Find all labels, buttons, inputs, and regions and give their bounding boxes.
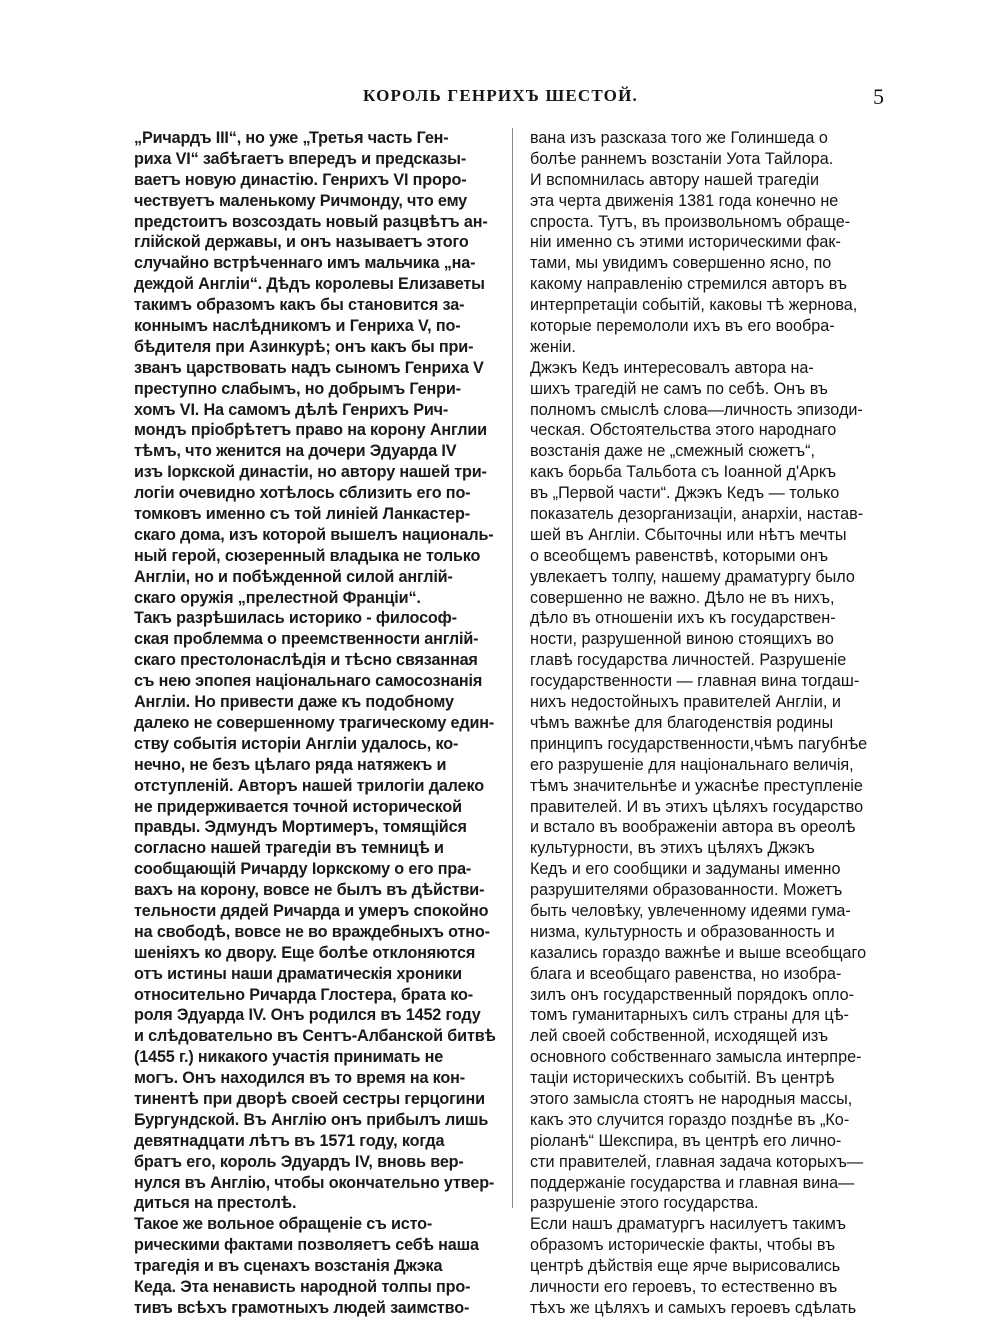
- text-line: мондъ пріобрѣтетъ право на корону Англии: [134, 421, 487, 440]
- text-line: диться на престолѣ.: [134, 1194, 297, 1213]
- text-line: этого замысла стоятъ не народныя массы,: [530, 1089, 853, 1108]
- text-line: поддержаніе государства и главная вина—: [530, 1173, 855, 1192]
- text-line: тинентѣ при дворѣ своей сестры герцогини: [134, 1089, 485, 1108]
- text-line: шей въ Англіи. Сбыточны или нѣтъ мечты: [530, 525, 847, 544]
- text-line: тѣмъ, что женится на дочери Эдуарда IV: [134, 442, 457, 461]
- text-line: которые перемололи ихъ въ его вообра-: [530, 317, 835, 336]
- text-line: быть человѣку, увлеченному идеями гума-: [530, 901, 851, 920]
- text-line: чѣмъ важнѣе для благоденствія родины: [530, 713, 834, 732]
- text-line: чествуетъ маленькому Ричмонду, что ему: [134, 191, 468, 210]
- text-line: въ „Первой части“. Джэкъ Кедъ — только: [530, 484, 840, 503]
- text-line: преступно слабымъ, но добрымъ Генри-: [134, 379, 461, 398]
- text-line: Джэкъ Кедъ интересовалъ автора на-: [530, 358, 814, 377]
- text-line: сообщающій Ричарду Іоркскому о его пра-: [134, 860, 472, 879]
- text-line: нечно, не безъ цѣлаго ряда натяжекъ и: [134, 755, 447, 774]
- text-line: отступленій. Авторъ нашей трилогіи далеко: [134, 776, 484, 795]
- text-line: на свободѣ, вовсе не во враждебныхъ отно-: [134, 922, 490, 941]
- text-line: ности, разрушенной виною стоящихъ во: [530, 630, 834, 649]
- running-title: КОРОЛЬ ГЕНРИХЪ ШЕСТОЙ.: [363, 86, 638, 105]
- right-text-column: [530, 128, 894, 1319]
- text-line: государственности — главная вина тогдаш-: [530, 672, 860, 691]
- text-line: Англіи, но и побѣжденной силой англій-: [134, 567, 453, 586]
- text-line: тѣхъ же цѣляхъ и самыхъ героевъ сдѣлать: [530, 1298, 857, 1317]
- text-line: личности его героевъ, то естественно въ: [530, 1277, 838, 1296]
- text-line: о всеобщемъ равенствѣ, которыми онъ: [530, 546, 829, 565]
- left-text-column: [134, 128, 498, 1319]
- page-number: 5: [873, 84, 884, 109]
- text-line: сти правителей, главная задача которыхъ—: [530, 1152, 864, 1171]
- text-line: Англіи. Но привести даже къ подобному: [134, 693, 454, 712]
- text-line: показатель дезорганизаціи, анархіи, настав-: [530, 505, 864, 524]
- text-line: томъ гуманитарныхъ силъ страны для цѣ-: [530, 1006, 849, 1025]
- text-line: интерпретаціи событій, каковы тѣ жернова,: [530, 296, 858, 315]
- text-line: шеніяхъ ко двору. Еще болѣе отклоняются: [134, 943, 476, 962]
- text-line: отъ истины наши драматическія хроники: [134, 964, 462, 983]
- text-line: могъ. Онъ находился въ то время на кон-: [134, 1069, 466, 1088]
- text-line: ваетъ новую династію. Генрихъ VI проро-: [134, 170, 467, 189]
- text-line: Кеда. Эта ненависть народной толпы про-: [134, 1277, 471, 1296]
- text-line: роля Эдуарда IV. Онъ родился въ 1452 году: [134, 1006, 481, 1025]
- text-line: деждой Англіи“. Дѣдъ королевы Елизаветы: [134, 275, 485, 294]
- text-line: и встало въ воображеніи автора въ ореолѣ: [530, 818, 856, 837]
- text-line: совершенно не важно. Дѣло не въ нихъ,: [530, 588, 835, 607]
- text-line: вахъ на корону, вовсе не былъ въ дѣйстви-: [134, 881, 485, 900]
- text-line: скаго дома, изъ которой вышелъ националь-: [134, 525, 494, 544]
- text-line: зилъ онъ государственный порядокъ опло-: [530, 985, 855, 1004]
- text-line: братъ его, король Эдуардъ IV, вновь вер-: [134, 1152, 464, 1171]
- text-line: Такъ разрѣшилась историко - философ-: [134, 609, 457, 628]
- text-line: скаго оружія „прелестной Франціи“.: [134, 588, 421, 607]
- text-line: тивъ всѣхъ грамотныхъ людей заимство-: [134, 1298, 470, 1317]
- text-line: ская проблемма о преемственности англій-: [134, 630, 479, 649]
- text-line: нихъ недостойныхъ правителей Англіи, и: [530, 693, 841, 712]
- text-line: бѣдителя при Азинкурѣ; онъ какъ бы при-: [134, 337, 474, 356]
- text-line: риха VI“ забѣгаетъ впередъ и предсказы-: [134, 149, 467, 168]
- text-line: эта черта движенія 1381 года конечно не: [530, 191, 839, 210]
- text-line: званъ царствовать надъ сыномъ Генриха V: [134, 358, 484, 377]
- text-line: изъ Іоркской династіи, но автору нашей три-: [134, 463, 487, 482]
- text-line: казались гораздо важнѣе и выше всеобщаго: [530, 943, 867, 962]
- text-line: коннымъ наслѣдникомъ и Генриха V, по-: [134, 317, 461, 336]
- column-divider: [512, 128, 513, 1208]
- text-line: рическими фактами позволяетъ себѣ наша: [134, 1236, 479, 1255]
- text-line: разрушителями образованности. Можетъ: [530, 881, 843, 900]
- text-line: лей своей собственной, исходящей изъ: [530, 1027, 829, 1046]
- text-line: глійской державы, и онъ называетъ этого: [134, 233, 469, 252]
- text-line: предстоитъ возсоздать новый разцвѣтъ ан-: [134, 212, 488, 231]
- text-line: не придерживается точной исторической: [134, 797, 462, 816]
- text-line: нулся въ Англію, чтобы окончательно утвер-: [134, 1173, 495, 1192]
- text-line: Такое же вольное обращеніе съ исто-: [134, 1215, 433, 1234]
- text-line: культурности, въ этихъ цѣляхъ Джэкъ: [530, 839, 815, 858]
- text-line: блага и всеобщаго равенства, но изобра-: [530, 964, 842, 983]
- running-head: [0, 86, 1000, 110]
- text-line: шихъ трагедій не самъ по себѣ. Онъ въ: [530, 379, 828, 398]
- text-line: Если нашъ драматургъ насилуетъ такимъ: [530, 1215, 847, 1234]
- text-line: тѣмъ значительнѣе и ужаснѣе преступленіе: [530, 776, 863, 795]
- text-line: и слѣдовательно въ Сентъ-Албанской битвѣ: [134, 1027, 496, 1046]
- text-line: девятнадцати лѣтъ въ 1571 году, когда: [134, 1131, 445, 1150]
- text-line: ству событія исторіи Англіи удалось, ко-: [134, 734, 459, 753]
- text-line: случайно встрѣченнаго имъ мальчика „на-: [134, 254, 476, 273]
- text-line: логіи очевидно хотѣлось сблизить его по-: [134, 484, 471, 503]
- text-line: какъ это случится гораздо позднѣе въ „Ко-: [530, 1110, 850, 1129]
- text-line: съ нею эпопея національнаго самосознанія: [134, 672, 483, 691]
- text-line: какъ борьба Тальбота съ Іоанной д'Аркъ: [530, 463, 837, 482]
- text-line: принципъ государственности,чѣмъ пагубнѣе: [530, 734, 868, 753]
- text-line: ческая. Обстоятельства этого народнаго: [530, 421, 837, 440]
- text-line: женіи.: [530, 337, 576, 356]
- text-line: хомъ VI. На самомъ дѣлѣ Генрихъ Рич-: [134, 400, 449, 419]
- text-line: далеко не совершенному трагическому един-: [134, 713, 495, 732]
- text-line: ный герой, сюзеренный владыка не только: [134, 546, 481, 565]
- text-line: болѣе раннемъ возстаніи Уота Тайлора.: [530, 149, 834, 168]
- text-line: основного собственнаго замысла интерпре-: [530, 1048, 862, 1067]
- text-line: главѣ государства личностей. Разрушеніе: [530, 651, 847, 670]
- text-line: томковъ именно съ той линіей Ланкастер-: [134, 505, 470, 524]
- text-line: И вспомнилась автору нашей трагедіи: [530, 170, 820, 189]
- text-line: его разрушеніе для національнаго величія,: [530, 755, 854, 774]
- text-line: центрѣ дѣйствія еще ярче вырисовались: [530, 1257, 841, 1276]
- text-line: увлекаетъ толпу, нашему драматургу было: [530, 567, 855, 586]
- text-line: образомъ историческіе факты, чтобы въ: [530, 1236, 836, 1255]
- text-line: дѣло въ отношеніи ихъ къ государствен-: [530, 609, 836, 628]
- text-line: ніи именно съ этими историческими фак-: [530, 233, 841, 252]
- text-line: разрушеніе этого государства.: [530, 1194, 759, 1213]
- text-line: скаго престолонаслѣдія и тѣсно связанная: [134, 651, 478, 670]
- text-line: ріоланѣ“ Шекспира, въ центрѣ его лично-: [530, 1131, 842, 1150]
- text-line: Бургундской. Въ Англію онъ прибылъ лишь: [134, 1110, 489, 1129]
- text-line: трагедія и въ сценахъ возстанія Джэка: [134, 1257, 443, 1276]
- text-line: (1455 г.) никакого участія принимать не: [134, 1048, 444, 1067]
- text-line: спроста. Тутъ, въ произвольномъ обраще-: [530, 212, 851, 231]
- text-line: какому направленію стремился авторъ въ: [530, 275, 847, 294]
- text-line: тами, мы увидимъ совершенно ясно, по: [530, 254, 832, 273]
- text-line: согласно нашей трагедіи въ темницѣ и: [134, 839, 444, 858]
- text-line: тельности дядей Ричарда и умеръ спокойно: [134, 901, 489, 920]
- text-line: вана изъ разсказа того же Голиншеда о: [530, 129, 828, 147]
- text-line: Кедъ и его сообщики и задуманы именно: [530, 860, 841, 879]
- text-line: таціи историческихъ событій. Въ центрѣ: [530, 1069, 835, 1088]
- text-line: такимъ образомъ какъ бы становится за-: [134, 296, 465, 315]
- text-line: „Ричардъ III“, но уже „Третья часть Ген-: [134, 129, 449, 147]
- text-line: полномъ смыслѣ слова—личность эпизоди-: [530, 400, 863, 419]
- text-line: правды. Эдмундъ Мортимеръ, томящійся: [134, 818, 467, 837]
- text-line: правителей. И въ этихъ цѣляхъ государство: [530, 797, 864, 816]
- text-line: относительно Ричарда Глостера, брата ко-: [134, 985, 473, 1004]
- text-line: низма, культурность и образованность и: [530, 922, 835, 941]
- text-line: возстанія даже не „смежный сюжетъ“,: [530, 442, 815, 461]
